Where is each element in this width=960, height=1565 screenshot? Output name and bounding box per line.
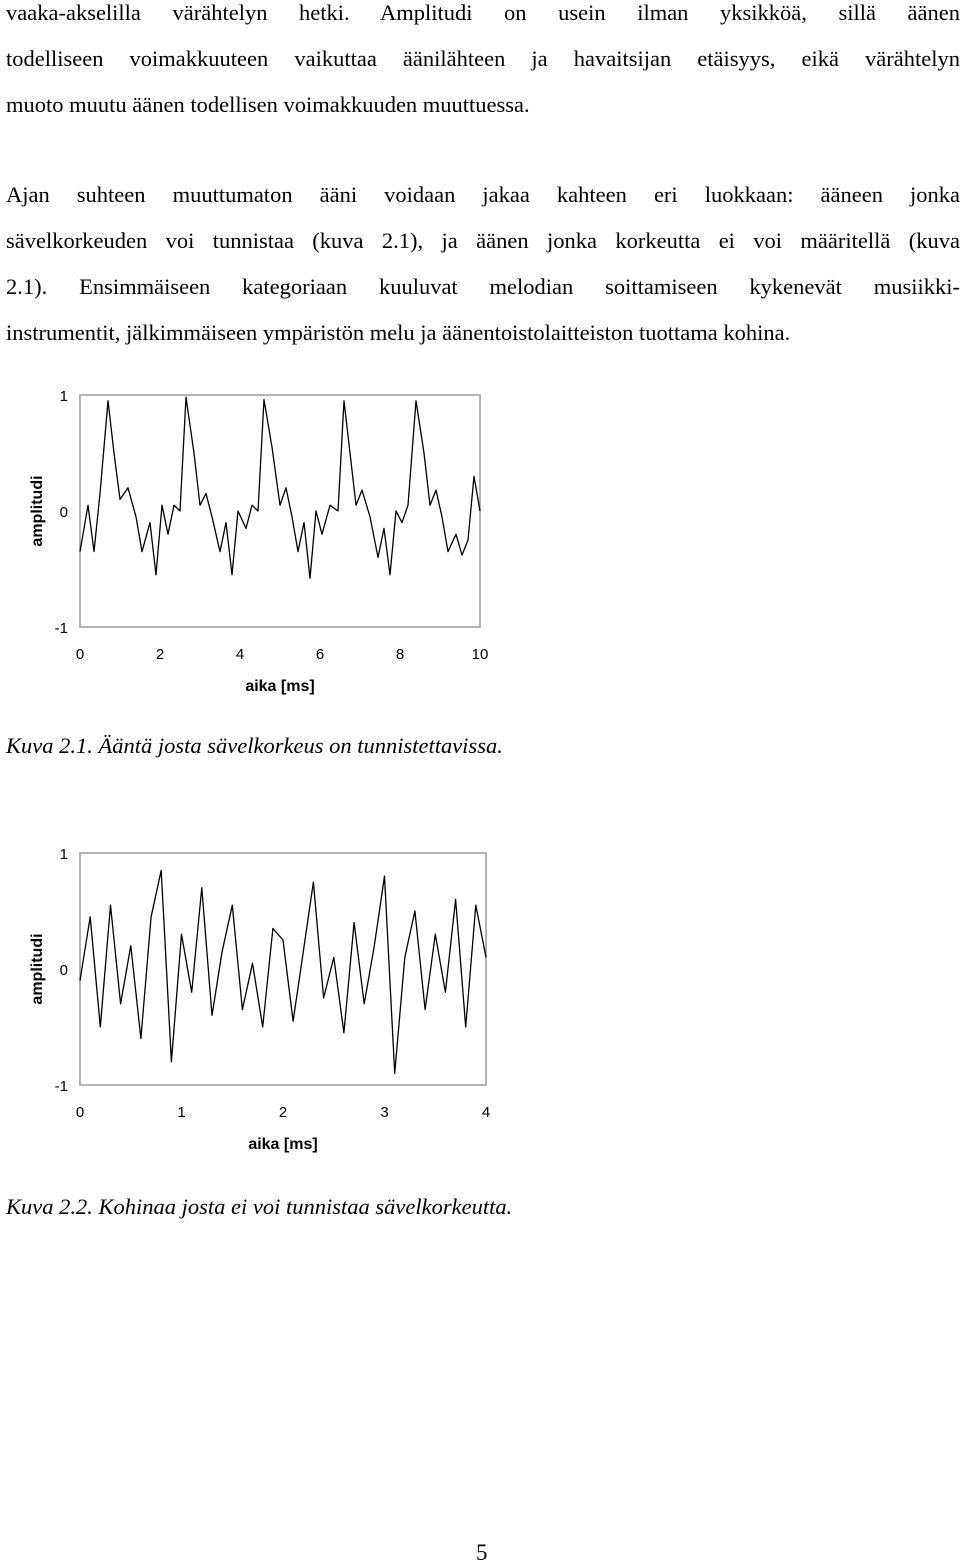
x-tick-label: 3: [380, 1104, 389, 1121]
x-axis-label: aika [ms]: [248, 1136, 318, 1153]
y-tick-label: 0: [59, 504, 68, 521]
y-axis-label: amplitudi: [29, 475, 46, 547]
waveform-line: [80, 870, 486, 1073]
text-line: muoto muutu äänen todellisen voimakkuuden muuttuessa.: [6, 92, 530, 117]
chart-plot-2: [29, 846, 490, 1153]
x-tick-label: 10: [471, 646, 489, 663]
text-line: Ajan suhteen muuttumaton ääni voidaan jakaa kahteen eri luokkaan: ääneen jonka: [6, 182, 960, 207]
x-tick-label: 4: [235, 646, 245, 663]
y-axis-label: amplitudi: [29, 933, 46, 1005]
x-tick-label: 0: [75, 1104, 85, 1121]
y-tick-label: -1: [54, 1078, 68, 1095]
x-tick-label: 8: [395, 646, 405, 663]
x-tick-label: 6: [315, 646, 325, 663]
text-line: vaaka-akselilla värähtelyn hetki. Amplitudi on usein ilman yksikköä, sillä äänen: [6, 0, 960, 25]
text-line: 2.1). Ensimmäiseen kategoriaan kuuluvat melodian soittamiseen kykenevät musiikki-: [6, 274, 960, 299]
x-axis-label: aika [ms]: [245, 678, 315, 695]
figure-2-caption: Kuva 2.2. Kohinaa josta ei voi tunnistaa sävelkorkeutta.: [6, 1194, 513, 1219]
plot-frame: [80, 853, 486, 1085]
x-tick-label: 1: [177, 1104, 186, 1121]
x-tick-label: 2: [278, 1104, 288, 1121]
text-line: sävelkorkeuden voi tunnistaa (kuva 2.1), ja äänen jonka korkeutta ei voi määritellä (kuva: [6, 228, 960, 253]
y-tick-label: -1: [54, 620, 68, 637]
text-line: instrumentit, jälkimmäiseen ympäristön melu ja äänentoistolaitteiston tuottama kohina.: [6, 320, 791, 345]
figure-1-caption: Kuva 2.1. Ääntä josta sävelkorkeus on tunnistettavissa.: [6, 733, 503, 758]
y-tick-label: 1: [59, 846, 68, 863]
page-number: 5: [476, 1540, 488, 1565]
x-tick-label: 4: [481, 1104, 491, 1121]
x-tick-label: 2: [155, 646, 165, 663]
x-tick-label: 0: [75, 646, 85, 663]
y-tick-label: 0: [59, 962, 68, 979]
y-tick-label: 1: [59, 388, 68, 405]
text-line: todelliseen voimakkuuteen vaikuttaa äänilähteen ja havaitsijan etäisyys, eikä värähtelyn: [6, 46, 960, 71]
